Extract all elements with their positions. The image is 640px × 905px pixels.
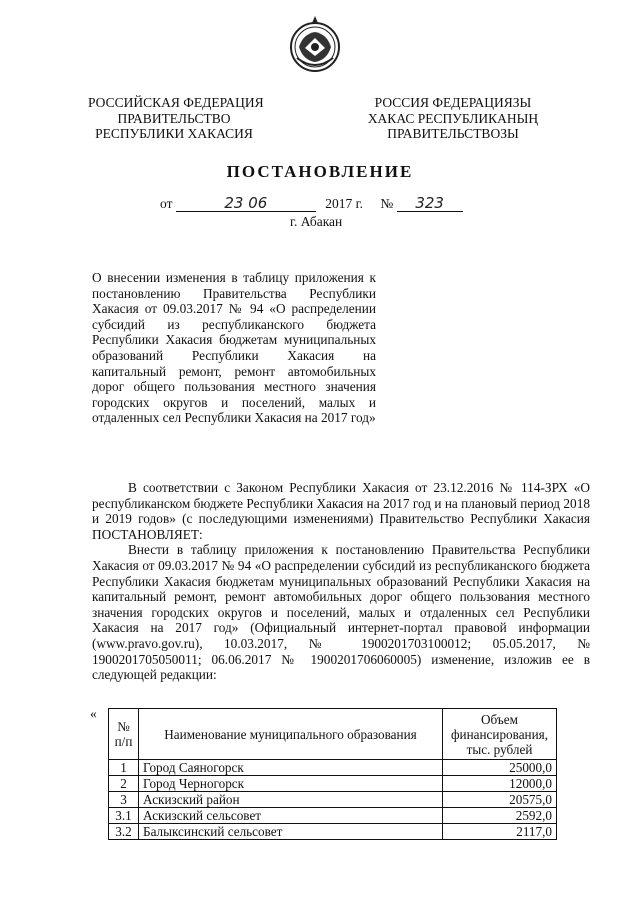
row-number: 2 [109,776,139,792]
funding-table [108,708,557,840]
row-municipality: Город Черногорск [139,776,443,792]
row-number: 3.2 [109,824,139,840]
row-municipality: Аскизский район [139,792,443,808]
row-funding: 2592,0 [443,808,557,824]
table-row [109,808,557,824]
table-row [109,776,557,792]
row-funding: 20575,0 [443,792,557,808]
coat-of-arms-emblem [287,14,343,74]
row-funding: 2117,0 [443,824,557,840]
body-paragraph-2: Внести в таблицу приложения к постановлению Правительства Республики Хакасия от 09.03.2017 № 94 «О распределении субсидий из республиканского бюджета Республики Хакасия бюджетам муниципальных образований Республики Хакасия на капитальный ремонт, ремонт автомобильных дорог общего пользования местного значения городских округов и поселений, малых и отдаленных сел Республики Хакасия на 2017 год» (Официальный интернет-портал правовой информации (www.pravo.gov.ru), 10.03.2017, № 1900201703100012; 05.05.2017, № 1900201705050011; 06.06.2017 № 1900201706060005) изменение, изложив ее в следующей редакции: [92,542,590,683]
header-right-block [364,95,542,142]
date-year: 2017 г. [325,196,363,211]
table-row [109,760,557,776]
header-funding: Объем финансирования, тыс. рублей [443,709,557,760]
date-number-line [160,196,463,212]
opening-quote-mark: « [90,706,97,721]
header-number: № п/п [109,709,139,760]
subject-paragraph: О внесении изменения в таблицу приложения к постановлению Правительства Республики Хакасия от 09.03.2017 № 94 «О распределении субсидий из республиканского бюджета Республики Хакасия бюджетам муниципальных образований Республики Хакасия на капитальный ремонт, ремонт автомобильных дорог общего пользования местного значения городских округов и поселений, малых и отдаленных сел Республики Хакасия на 2017 год» [92,270,376,426]
city-label: г. Абакан [290,214,343,229]
date-from-label: от [160,196,173,211]
row-municipality: Город Саяногорск [139,760,443,776]
table-row [109,792,557,808]
row-number: 1 [109,760,139,776]
table-row [109,824,557,840]
row-municipality: Балыксинский сельсовет [139,824,443,840]
table-header-row [109,709,557,760]
header-municipality: Наименование муниципального образования [139,709,443,760]
row-funding: 12000,0 [443,776,557,792]
header-left-line-2: ПРАВИТЕЛЬСТВО [117,110,231,126]
body-text [92,480,590,683]
header-left-line-3: РЕСПУБЛИКИ ХАКАСИЯ [95,126,253,141]
header-right-line-3: ПРАВИТЕЛЬСТВОЗЫ [387,126,519,141]
header-left-block [88,95,264,142]
row-municipality: Аскизский сельсовет [139,808,443,824]
document-title: ПОСТАНОВЛЕНИЕ [226,162,414,181]
header-right-line-2: ХАКАС РЕСПУБЛИКАНЫҢ [367,110,539,126]
row-number: 3 [109,792,139,808]
number-label: № [380,196,394,211]
handwritten-number: 323 [397,196,463,212]
row-funding: 25000,0 [443,760,557,776]
header-left-line-1: РОССИЙСКАЯ ФЕДЕРАЦИЯ [88,95,264,110]
handwritten-date: 23 06 [176,196,316,212]
header-right-line-1: РОССИЯ ФЕДЕРАЦИЯЗЫ [374,95,532,110]
row-number: 3.1 [109,808,139,824]
body-paragraph-1: В соответствии с Законом Республики Хакасия от 23.12.2016 № 114-ЗРХ «О республиканском бюджете Республики Хакасия на 2017 год и на плановый период 2018 и 2019 годов» (с последующими изменениями) Правительство Республики Хакасия ПОСТАНОВЛЯЕТ: [92,480,590,542]
